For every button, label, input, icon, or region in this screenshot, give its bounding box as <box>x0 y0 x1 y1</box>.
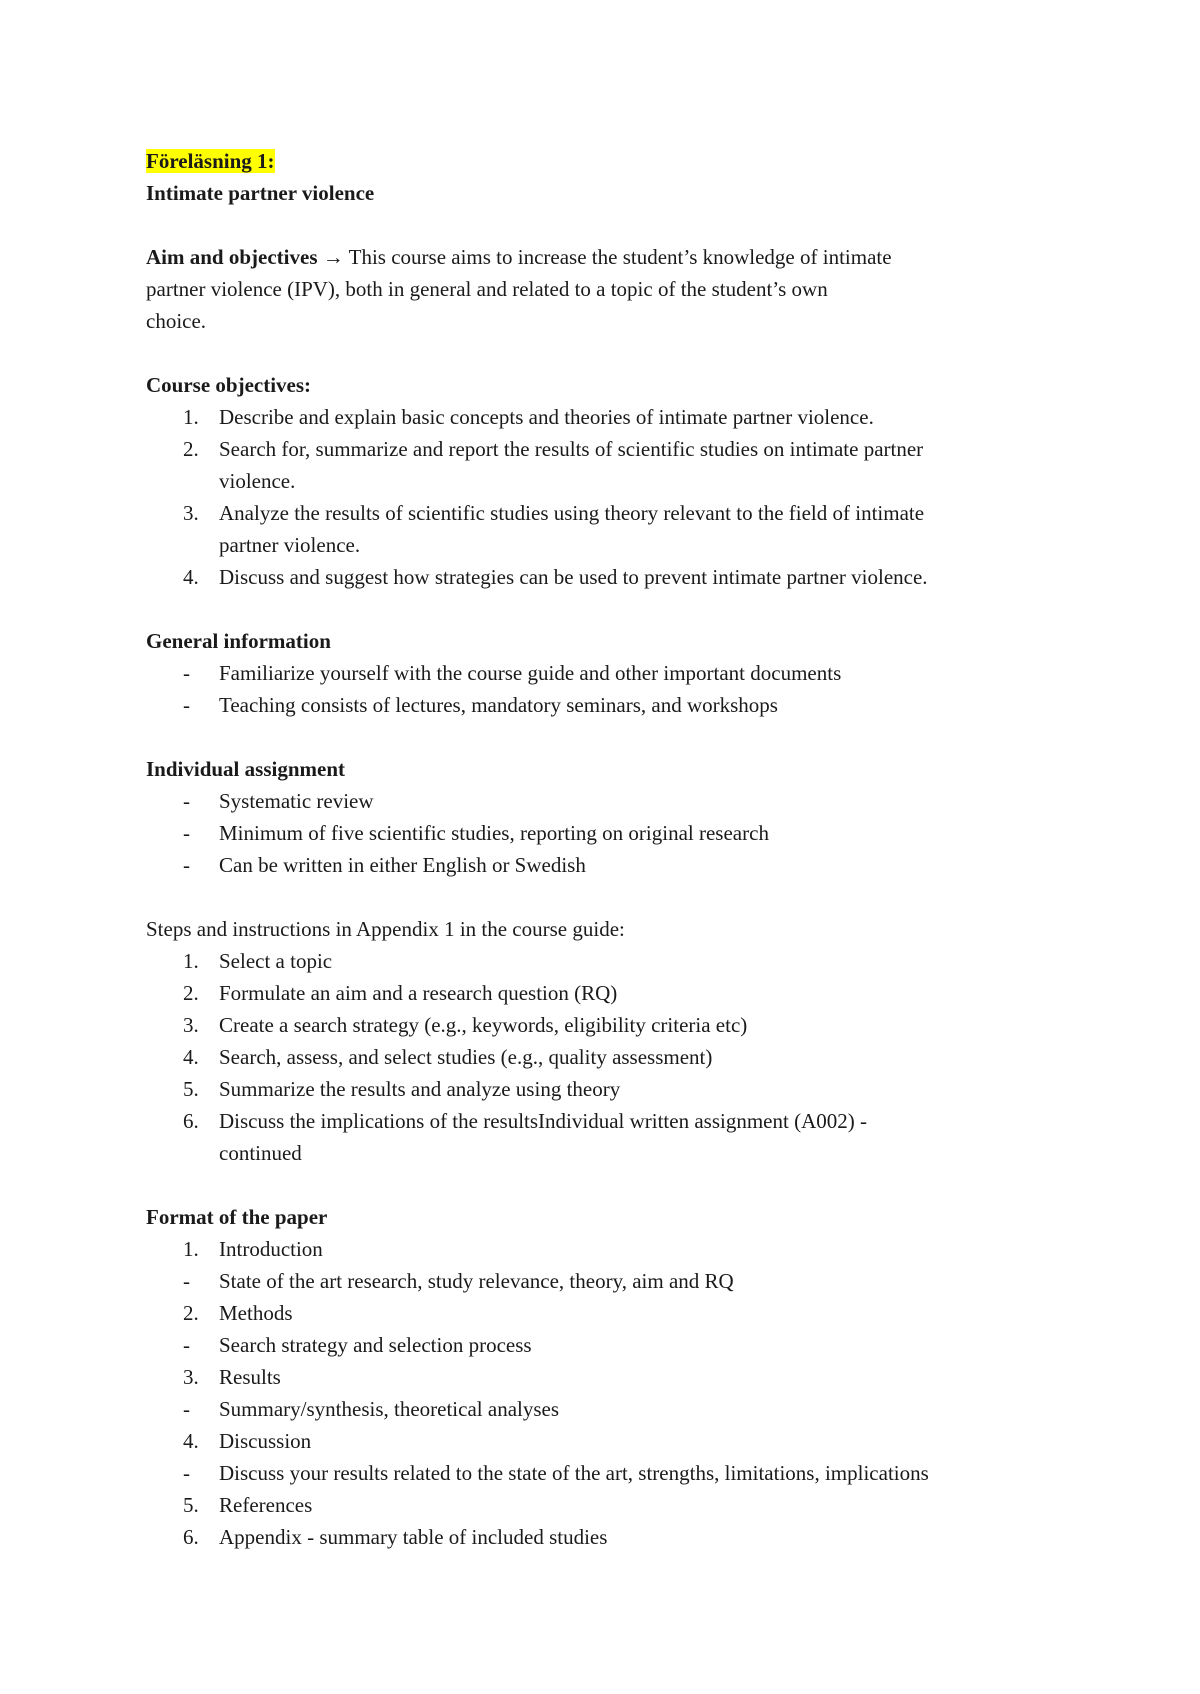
list-marker: 3. <box>183 1365 199 1389</box>
list-item <box>146 785 1066 817</box>
list-item <box>146 1361 1066 1393</box>
list-marker: 1. <box>183 405 199 429</box>
list-marker: 6. <box>183 1109 199 1133</box>
list-item <box>146 1041 1066 1073</box>
course-objectives-heading: Course objectives: <box>146 373 312 397</box>
list-item-text-continued: violence. <box>219 469 296 493</box>
list-item-text: Discuss and suggest how strategies can be used to prevent intimate partner violence. <box>219 565 928 589</box>
list-item <box>146 1009 1066 1041</box>
list-marker: - <box>183 853 190 877</box>
list-marker: - <box>183 821 190 845</box>
list-marker: - <box>183 1461 190 1485</box>
list-item-text: State of the art research, study relevance, theory, aim and RQ <box>219 1269 734 1293</box>
arrow-glyph: → <box>322 245 344 269</box>
aim-text-line-3: choice. <box>146 309 207 333</box>
list-item <box>146 657 1066 689</box>
list-marker: 1. <box>183 949 199 973</box>
spacer <box>146 337 1066 369</box>
list-marker: 4. <box>183 1045 199 1069</box>
list-item-text-continued: continued <box>219 1141 302 1165</box>
list-item-text: Systematic review <box>219 789 374 813</box>
list-item-text-continued: partner violence. <box>219 533 361 557</box>
list-item <box>146 1233 1066 1265</box>
list-marker: - <box>183 1269 190 1293</box>
lecture-title <box>146 145 1066 177</box>
list-item <box>146 817 1066 849</box>
format-list <box>146 1233 1066 1553</box>
list-item <box>146 849 1066 881</box>
list-marker: 4. <box>183 1429 199 1453</box>
list-item-text: Familiarize yourself with the course guide and other important documents <box>219 661 842 685</box>
course-objectives-list <box>146 401 1066 593</box>
aim-label: Aim and objectives <box>146 245 318 269</box>
spacer <box>146 209 1066 241</box>
list-marker: 1. <box>183 1237 199 1261</box>
list-item-text: References <box>219 1493 313 1517</box>
list-item-text: Discussion <box>219 1429 312 1453</box>
list-item <box>146 1521 1066 1553</box>
list-marker: 3. <box>183 1013 199 1037</box>
list-marker: - <box>183 1333 190 1357</box>
steps-list <box>146 945 1066 1169</box>
spacer <box>146 721 1066 753</box>
list-item-text: Can be written in either English or Swedish <box>219 853 586 877</box>
spacer <box>146 1169 1066 1201</box>
lecture-subtitle: Intimate partner violence <box>146 181 375 205</box>
list-item <box>146 1489 1066 1521</box>
list-marker: - <box>183 789 190 813</box>
list-marker: 6. <box>183 1525 199 1549</box>
spacer <box>146 593 1066 625</box>
aim-text-line-1: This course aims to increase the student’s knowledge of intimate <box>343 245 892 269</box>
list-item-text: Summarize the results and analyze using theory <box>219 1077 621 1101</box>
list-item-text: Methods <box>219 1301 293 1325</box>
list-marker: 2. <box>183 437 199 461</box>
list-item-text: Search for, summarize and report the results of scientific studies on intimate partner <box>219 437 924 461</box>
list-item <box>146 497 1066 561</box>
general-information-heading: General information <box>146 629 331 653</box>
list-item-text: Appendix - summary table of included studies <box>219 1525 608 1549</box>
list-marker: - <box>183 661 190 685</box>
list-item <box>146 561 1066 593</box>
list-marker: - <box>183 693 190 717</box>
list-item-text: Discuss the implications of the resultsIndividual written assignment (A002) - <box>219 1109 867 1133</box>
list-marker: - <box>183 1397 190 1421</box>
format-heading: Format of the paper <box>146 1205 328 1229</box>
list-item-text: Analyze the results of scientific studies using theory relevant to the field of intimate <box>219 501 925 525</box>
document-page <box>146 145 1066 1553</box>
list-item-text: Create a search strategy (e.g., keywords, eligibility criteria etc) <box>219 1013 748 1037</box>
list-marker: 5. <box>183 1493 199 1517</box>
list-item-text: Search, assess, and select studies (e.g., quality assessment) <box>219 1045 713 1069</box>
list-item <box>146 1457 1066 1489</box>
list-item-text: Results <box>219 1365 281 1389</box>
list-item <box>146 1393 1066 1425</box>
list-item <box>146 977 1066 1009</box>
list-item <box>146 401 1066 433</box>
list-item-text: Discuss your results related to the state of the art, strengths, limitations, implications <box>219 1461 929 1485</box>
individual-assignment-heading: Individual assignment <box>146 757 345 781</box>
general-information-list <box>146 657 1066 721</box>
list-item-text: Formulate an aim and a research question (RQ) <box>219 981 618 1005</box>
individual-assignment-list <box>146 785 1066 881</box>
list-item <box>146 1265 1066 1297</box>
list-marker: 3. <box>183 501 199 525</box>
list-item-text: Describe and explain basic concepts and theories of intimate partner violence. <box>219 405 874 429</box>
list-item-text: Introduction <box>219 1237 323 1261</box>
list-marker: 4. <box>183 565 199 589</box>
aim-text-line-2: partner violence (IPV), both in general and related to a topic of the student’s own <box>146 277 828 301</box>
list-item-text: Select a topic <box>219 949 333 973</box>
list-item <box>146 1105 1066 1169</box>
list-item <box>146 689 1066 721</box>
list-item <box>146 945 1066 977</box>
list-item <box>146 1329 1066 1361</box>
list-item-text: Search strategy and selection process <box>219 1333 532 1357</box>
lecture-title-text: Föreläsning 1: <box>146 149 275 173</box>
spacer <box>146 881 1066 913</box>
list-marker: 2. <box>183 1301 199 1325</box>
list-item <box>146 1297 1066 1329</box>
list-item <box>146 1425 1066 1457</box>
list-marker: 5. <box>183 1077 199 1101</box>
list-item-text: Teaching consists of lectures, mandatory seminars, and workshops <box>219 693 778 717</box>
list-item-text: Summary/synthesis, theoretical analyses <box>219 1397 560 1421</box>
list-item <box>146 1073 1066 1105</box>
list-item-text: Minimum of five scientific studies, reporting on original research <box>219 821 769 845</box>
list-item <box>146 433 1066 497</box>
steps-intro: Steps and instructions in Appendix 1 in the course guide: <box>146 917 625 941</box>
aim-paragraph <box>146 241 1066 273</box>
list-marker: 2. <box>183 981 199 1005</box>
